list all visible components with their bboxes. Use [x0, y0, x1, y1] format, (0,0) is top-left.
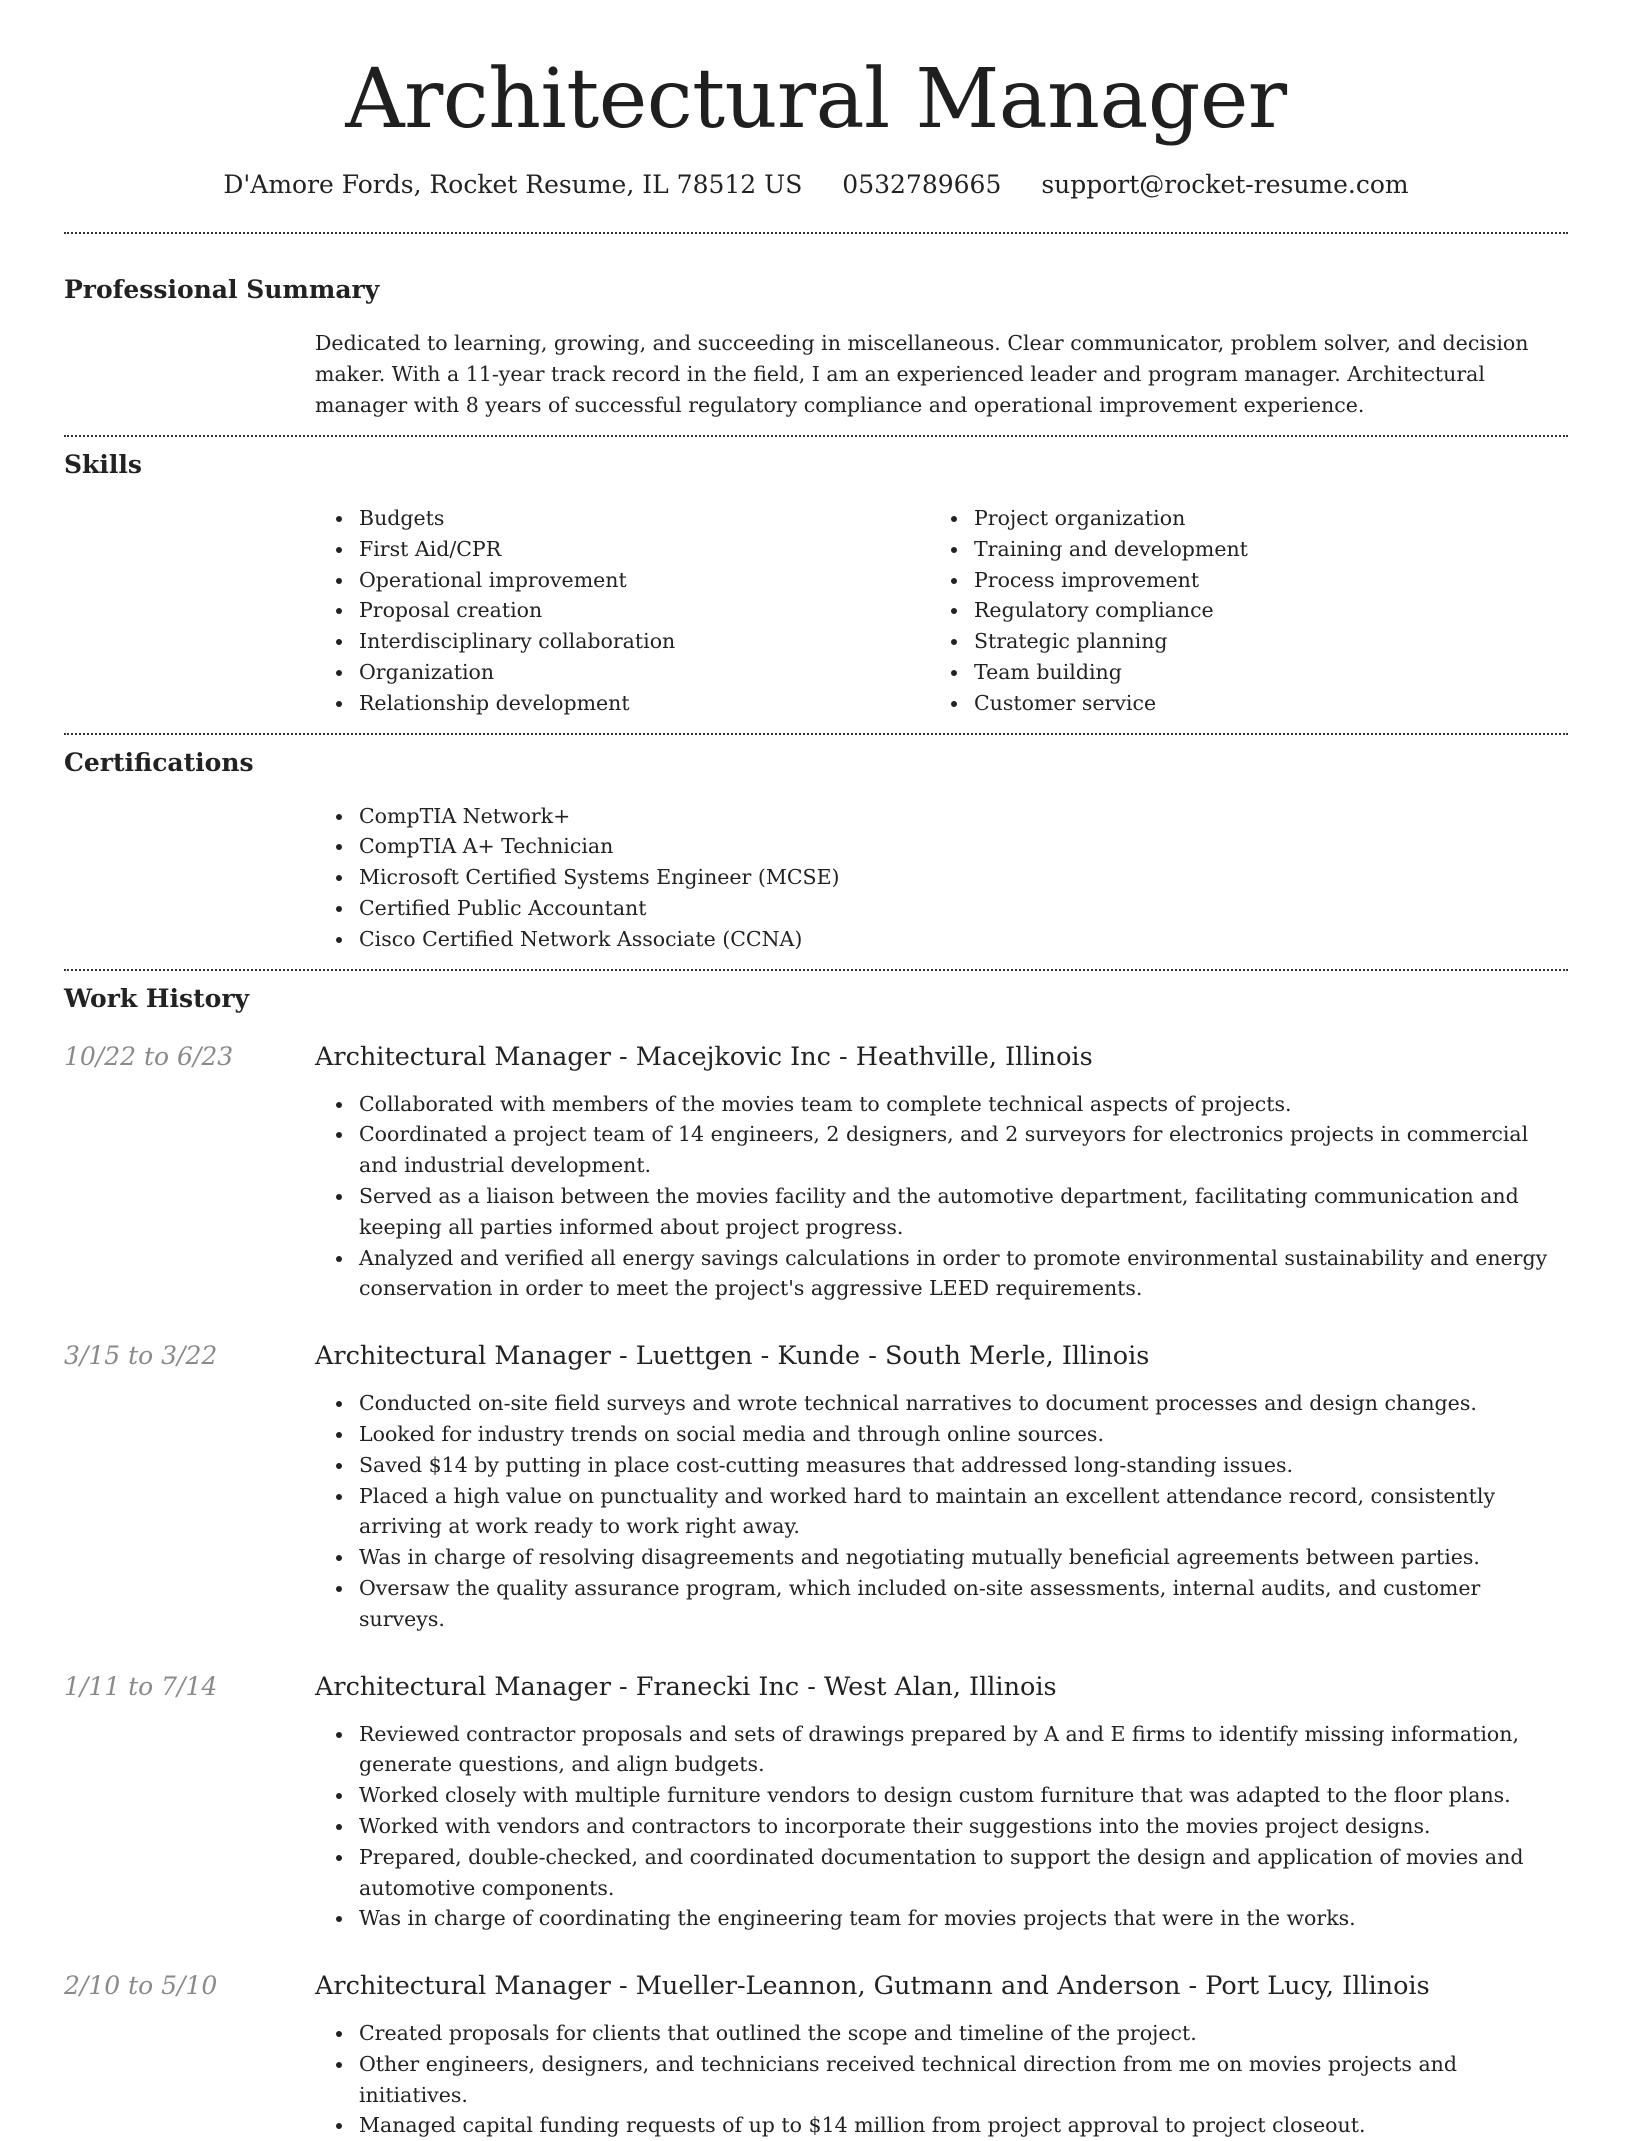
job-bullets: [315, 1089, 1568, 1305]
skill-item: Operational improvement: [359, 565, 930, 596]
skill-item: Relationship development: [359, 688, 930, 719]
certification-item: Cisco Certified Network Associate (CCNA): [359, 924, 1568, 955]
section-title-work-history: Work History: [64, 983, 250, 1013]
job-bullet: Created proposals for clients that outlined the scope and timeline of the project.: [359, 2018, 1568, 2049]
job-bullet: Managed capital funding requests of up to $14 million from project approval to project closeout.: [359, 2110, 1568, 2141]
job-bullet: Analyzed and verified all energy savings calculations in order to promote environmental sustainability and energy conservation in order to meet the project's aggressive LEED requirements.: [359, 1243, 1568, 1305]
job-bullet: Reviewed contractor proposals and sets of drawings prepared by A and E firms to identify missing information, generate questions, and align budgets.: [359, 1719, 1568, 1781]
skill-item: Process improvement: [974, 565, 1545, 596]
skills-list-right: [930, 503, 1545, 719]
job-heading: Architectural Manager - Luettgen - Kunde - South Merle, Illinois: [315, 1341, 1150, 1372]
job-bullet: Looked for industry trends on social media and through online sources.: [359, 1419, 1568, 1450]
job-dates: 3/15 to 3/22: [64, 1341, 218, 1371]
job-dates: 1/11 to 7/14: [64, 1671, 218, 1701]
job-bullets: [315, 1719, 1568, 1935]
job-bullet: Oversaw the quality assurance program, which included on-site assessments, internal audits, and customer surveys.: [359, 1573, 1568, 1635]
contact-email: support@rocket-resume.com: [1041, 170, 1409, 199]
skill-item: Customer service: [974, 688, 1545, 719]
divider: [64, 969, 1568, 971]
certification-item: CompTIA Network+: [359, 801, 1568, 832]
certifications-list: [315, 801, 1568, 969]
job-details: [315, 1041, 1568, 1305]
skills-column-left: [315, 503, 930, 719]
resume-page: [64, 0, 1568, 2141]
skill-item: Proposal creation: [359, 595, 930, 626]
job-bullets: [315, 2018, 1568, 2141]
job-details: [315, 1340, 1568, 1634]
divider: [64, 232, 1568, 234]
divider: [64, 435, 1568, 437]
skill-item: Strategic planning: [974, 626, 1545, 657]
job-bullet: Other engineers, designers, and technicians received technical direction from me on movies projects and initiatives.: [359, 2049, 1568, 2111]
skill-item: Training and development: [974, 534, 1545, 565]
job-bullet: Placed a high value on punctuality and worked hard to maintain an excellent attendance record, consistently arriving at work ready to work right away.: [359, 1481, 1568, 1543]
job-bullet: Saved $14 by putting in place cost-cutting measures that addressed long-standing issues.: [359, 1450, 1568, 1481]
contact-address: D'Amore Fords, Rocket Resume, IL 78512 US: [223, 170, 803, 199]
summary-text: Dedicated to learning, growing, and succeeding in miscellaneous. Clear communicator, problem solver, and decision maker. With a 11-year track record in the field, I am an experienced leader and program manager. Architectural manager with 8 years of successful regulatory compliance and operational improvement experience.: [315, 331, 1529, 417]
job-dates: 10/22 to 6/23: [64, 1041, 234, 1071]
job-details: [315, 1671, 1568, 1935]
job-heading: Architectural Manager - Mueller-Leannon, Gutmann and Anderson - Port Lucy, Illinois: [315, 1971, 1430, 2002]
skills-column-right: [930, 503, 1545, 719]
skills-list: [315, 503, 1568, 733]
skill-item: Budgets: [359, 503, 930, 534]
job-entry: [64, 1671, 1568, 1935]
skill-item: Organization: [359, 657, 930, 688]
job-bullet: Prepared, double-checked, and coordinated documentation to support the design and application of movies and automotive components.: [359, 1842, 1568, 1904]
section-title-summary: Professional Summary: [64, 275, 380, 304]
skill-item: Regulatory compliance: [974, 595, 1545, 626]
certifications-items: [315, 801, 1568, 955]
job-bullet: Coordinated a project team of 14 engineers, 2 designers, and 2 surveyors for electronics projects in commercial and industrial development.: [359, 1119, 1568, 1181]
skill-item: First Aid/CPR: [359, 534, 930, 565]
certification-item: CompTIA A+ Technician: [359, 831, 1568, 862]
contact-line: [64, 168, 1568, 202]
job-heading: Architectural Manager - Macejkovic Inc - Heathville, Illinois: [315, 1041, 1093, 1072]
section-title-certifications: Certifications: [64, 747, 254, 777]
job-entry: [64, 1340, 1568, 1634]
job-dates: 2/10 to 5/10: [64, 1971, 218, 2001]
job-bullet: Worked closely with multiple furniture vendors to design custom furniture that was adapted to the floor plans.: [359, 1780, 1568, 1811]
job-bullet: Served as a liaison between the movies facility and the automotive department, facilitating communication and keeping all parties informed about project progress.: [359, 1181, 1568, 1243]
job-bullets: [315, 1388, 1568, 1634]
job-bullet: Was in charge of resolving disagreements and negotiating mutually beneficial agreements between parties.: [359, 1542, 1568, 1573]
job-details: [315, 1970, 1568, 2141]
job-bullet: Conducted on-site field surveys and wrote technical narratives to document processes and design changes.: [359, 1388, 1568, 1419]
resume-title: Architectural Manager: [345, 52, 1287, 147]
job-entry: [64, 1970, 1568, 2141]
job-bullet: Was in charge of coordinating the engineering team for movies projects that were in the works.: [359, 1903, 1568, 1934]
job-entry: [64, 1041, 1568, 1305]
skill-item: Project organization: [974, 503, 1545, 534]
section-title-skills: Skills: [64, 450, 142, 479]
skills-list-left: [315, 503, 930, 719]
contact-phone: 0532789665: [842, 170, 1002, 199]
divider: [64, 733, 1568, 735]
skill-item: Interdisciplinary collaboration: [359, 626, 930, 657]
job-heading: Architectural Manager - Franecki Inc - West Alan, Illinois: [315, 1671, 1057, 1702]
certification-item: Certified Public Accountant: [359, 893, 1568, 924]
job-bullet: Worked with vendors and contractors to incorporate their suggestions into the movies project designs.: [359, 1811, 1568, 1842]
certification-item: Microsoft Certified Systems Engineer (MCSE): [359, 862, 1568, 893]
job-bullet: Collaborated with members of the movies team to complete technical aspects of projects.: [359, 1089, 1568, 1120]
skill-item: Team building: [974, 657, 1545, 688]
